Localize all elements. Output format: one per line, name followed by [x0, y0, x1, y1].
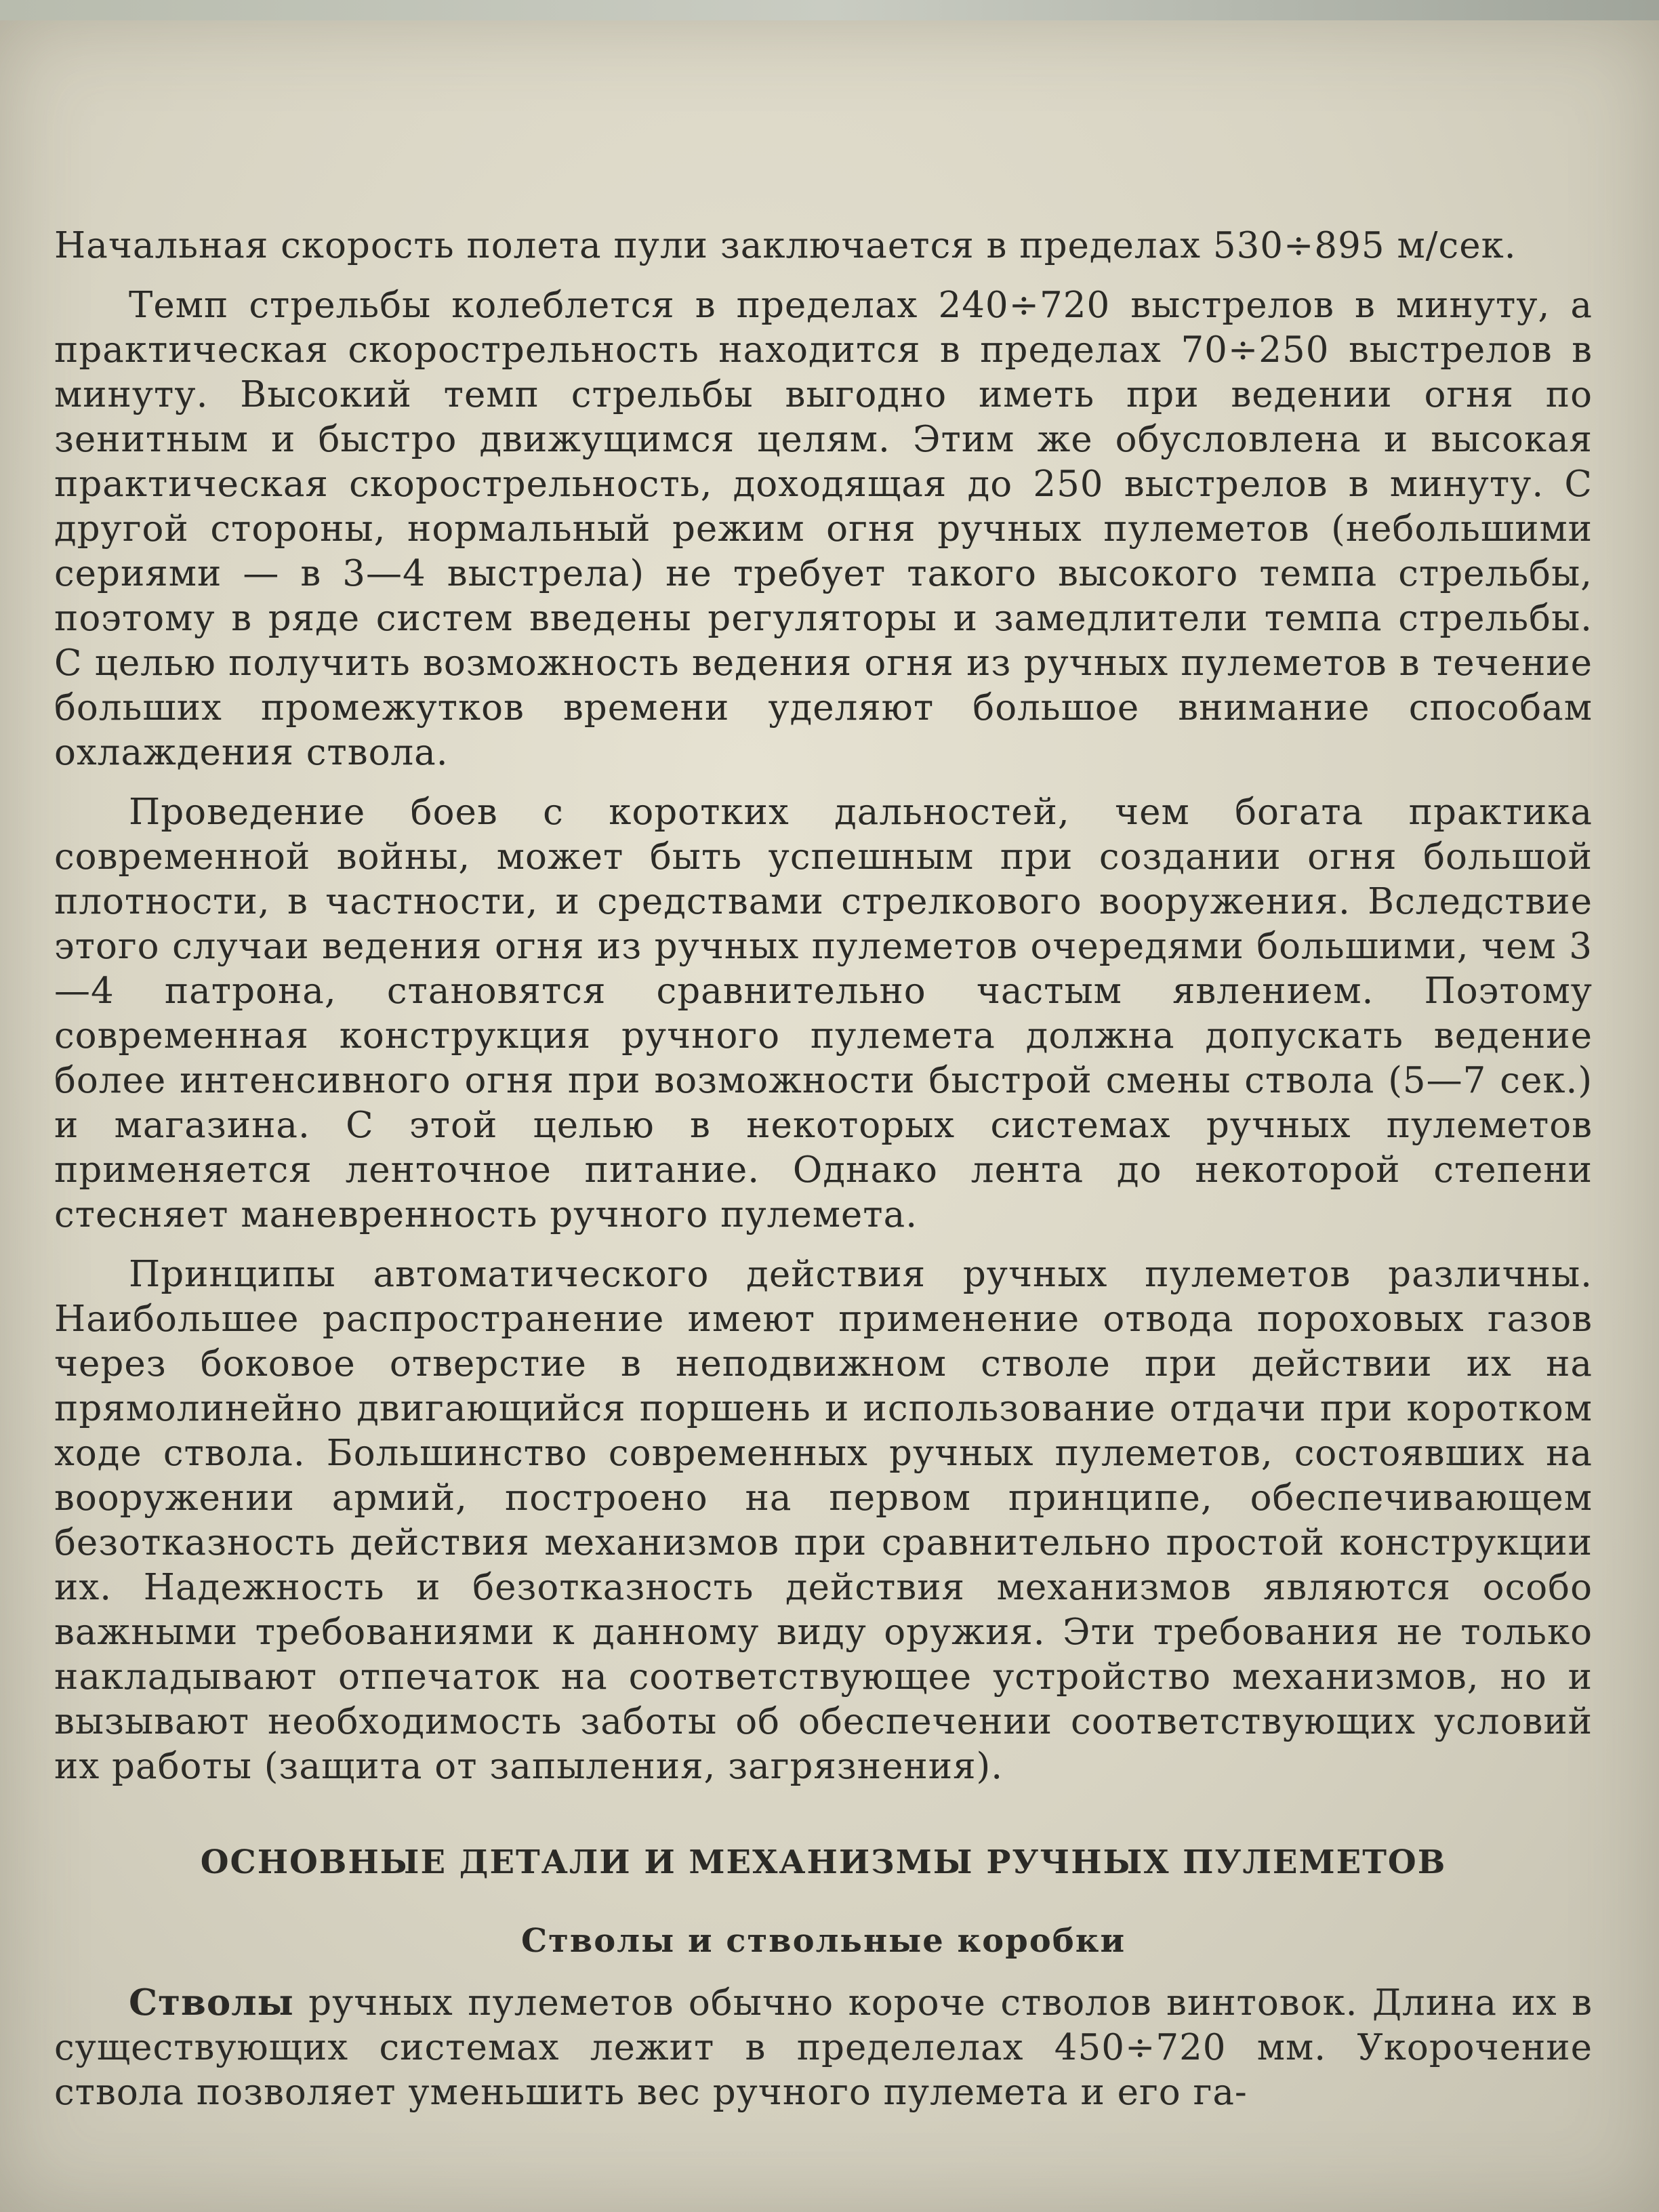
section-title: ОСНОВНЫЕ ДЕТАЛИ И МЕХАНИЗМЫ РУЧНЫХ ПУЛЕМЕТОВ: [200, 1843, 1447, 1881]
book-page: [0, 20, 1659, 2212]
paragraph-automatic-principles: Принципы автоматического действия ручных пулеметов различны. Наибольшее распространение имеют применение отвода пороховых газов через боковое отверстие в неподвижном стволе при действии их на прямолинейно двигающийся поршень и использование отдачи при коротком ходе ствола. Большинство современных ручных пулеметов, состоявших на вооружении армий, построено на первом принципе, обеспечивающем безотказность действия механизмов при сравнительно простой конструкции их. Надежность и безотказность действия механизмов являются особо важными требованиями к данному виду оружия. Эти требования не только накладывают отпечаток на соответствующее устройство механизмов, но и вызывают необходимость заботы об обеспечении соответствующих условий их работы (защита от запыления, загрязнения).: [54, 1254, 1593, 1787]
paragraph-barrels-lead: Стволы: [129, 1982, 294, 2024]
paragraph-barrels-text: ручных пулеметов обычно короче стволов винтовок. Длина их в существующих системах лежит в пределелах 450÷720 мм. Укорочение ствола позволяет уменьшить вес ручного пулемета и его га-: [54, 1982, 1593, 2113]
paragraph-rate-of-fire: Темп стрельбы колеблется в пределах 240÷720 выстрелов в минуту, а практическая скорострельность находится в пределах 70÷250 выстрелов в минуту. Высокий темп стрельбы выгодно иметь при ведении огня по зенитным и быстро движущимся целям. Этим же обусловлена и высокая практическая скорострельность, доходящая до 250 выстрелов в минуту. С другой стороны, нормальный режим огня ручных пулеметов (небольшими сериями — в 3—4 выстрела) не требует такого высокого темпа стрельбы, поэтому в ряде систем введены регуляторы и замедлители темпа стрельбы. С целью получить возможность ведения огня из ручных пулеметов в течение больших промежутков времени уделяют большое внимание способам охлаждения ствола.: [54, 285, 1593, 773]
page-content: [54, 224, 1593, 2130]
paragraph-barrels: [54, 1980, 1593, 2115]
paragraph-initial-velocity: Начальная скорость полета пули заключается в пределах 530÷895 м/сек.: [54, 225, 1517, 266]
paragraph-short-range-combat: Проведение боев с коротких дальностей, чем богата практика современной войны, может быть успешным при создании огня большой плотности, в частности, и средствами стрелкового вооружения. Вследствие этого случаи ведения огня из ручных пулеметов очередями большими, чем 3—4 патрона, становятся сравнительно частым явлением. Поэтому современная конструкция ручного пулемета должна допускать ведение более интенсивного огня при возможности быстрой смены ствола (5—7 сек.) и магазина. С этой целью в некоторых системах ручных пулеметов применяется ленточное питание. Однако лента до некоторой степени стесняет маневренность ручного пулемета.: [54, 792, 1593, 1235]
subsection-title: Стволы и ствольные коробки: [520, 1922, 1126, 1960]
